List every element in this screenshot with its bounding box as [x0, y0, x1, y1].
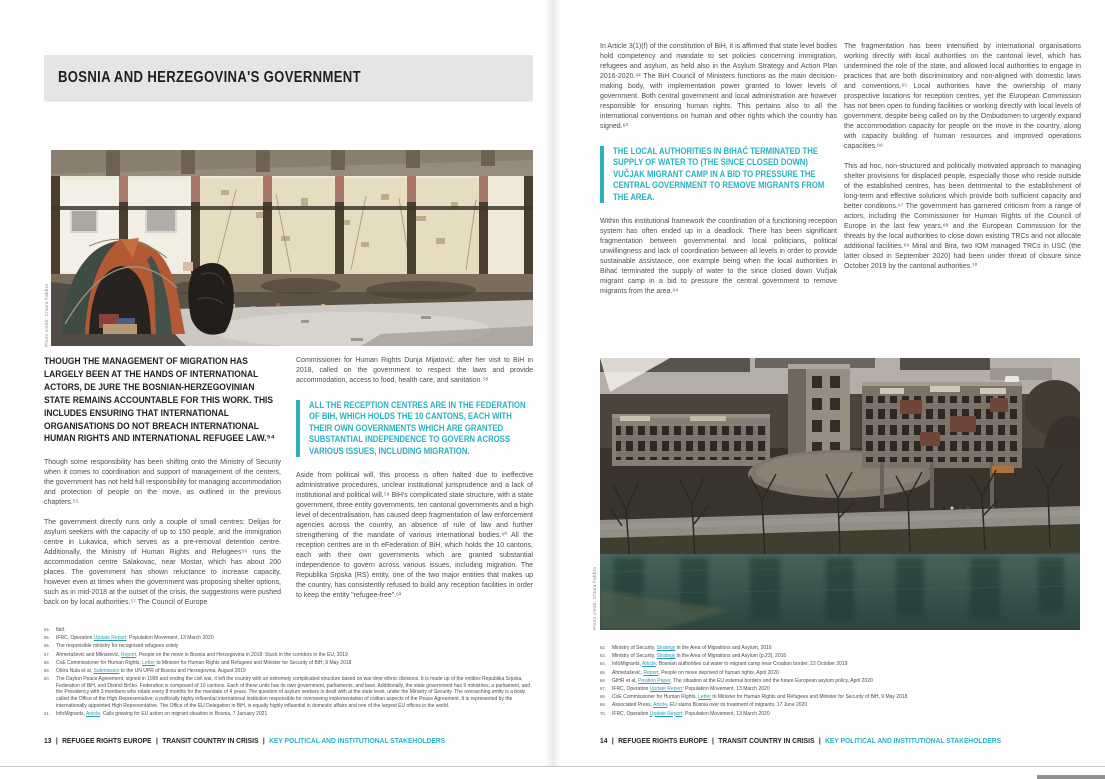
footnotes-list: [600, 645, 1089, 719]
page-13: [0, 0, 552, 766]
footnote-number: 65.: [600, 669, 606, 675]
footnotes-list: [44, 627, 533, 719]
footer-brand: REFUGEE RIGHTS EUROPE: [618, 736, 708, 745]
footnote-number: 64.: [600, 661, 606, 667]
page-footer: [44, 736, 445, 745]
footnote-item: [600, 711, 1089, 718]
footnote-text: IFRC, Operation Update Report: Population Movement, 13 March 2020: [612, 710, 770, 717]
page-footer: [600, 736, 1001, 745]
footnote-text: Ministry of Security, Strategy in the Area of Migrations and Asylum (p.23), 2016: [612, 653, 787, 660]
footer-separator: |: [818, 736, 821, 745]
footnote-link[interactable]: Update Report: [649, 685, 683, 692]
footnote-number: 61.: [44, 710, 50, 716]
footnote-number: 69.: [600, 702, 606, 708]
footnote-link[interactable]: Submission: [93, 667, 120, 674]
footnote-link[interactable]: Article: [642, 661, 656, 668]
footnote-item: [600, 702, 1089, 709]
footnote-number: 54.: [44, 627, 50, 632]
footnote-link[interactable]: Strategy: [656, 653, 676, 660]
footnote-text: Ministry of Security, Strategy in the Area of Migrations and Asylum, 2016: [612, 645, 772, 651]
footnote-link[interactable]: Position Paper: [638, 677, 671, 684]
footnote-item: [600, 670, 1089, 677]
right-column: [296, 356, 533, 611]
footer-chapter: KEY POLITICAL AND INSTITUTIONAL STAKEHOLDERS: [269, 736, 446, 745]
footnote-text: GIHR et al, Position Paper, The situation at the EU external borders and the future European asylum policy, April 2020: [612, 677, 873, 684]
footnote-number: 66.: [600, 677, 606, 683]
footer-separator: |: [155, 736, 158, 745]
footer-section: TRANSIT COUNTRY IN CRISIS: [162, 736, 259, 745]
footnote-text: CoE Commissioner for Human Rights, Letter to Minister for Human Rights and Refugees and Minister for Security of BiH, 9 May 2018: [612, 694, 908, 701]
paragraph: Aside from political will, this process is often halted due to ineffective administrative procedures, unclear institutional jurisprudence and a lack of institutional and political will.⁵⁹ BiH's complicated state structure, with a state government, three entity governments, ten cantonal governments and a high level of decentralisation, has caused deep fragmentation of law enforcement agencies across the country, an absence of rule of law and further strengthening of the mandate of various international bodies.⁶⁰ All the reception centres are in th eFederation of BiH, which holds the 10 cantons, each with their own governments which are granted substantial independence to govern across various issues, including migration. The Republika Srpska (RS) entity, one of the two major entities that makes up the country, has consistently refused to build any reception facilities in order to keep the entity “refugee-free”.⁶¹: [296, 472, 533, 600]
footnote-item: [44, 643, 533, 650]
footnote-text: CoE Commissioner for Human Rights, Letter to Minister for Human Rights and Refugees and Minister for Security of BiH, 9 May 2018: [56, 659, 352, 666]
footnote-item: [44, 676, 533, 709]
page-number: 14: [600, 736, 608, 745]
footnote-text: Ahmetašević and Mlinarević, Report, People on the move in Bosnia and Herzegovina in 2018: Stuck in the corridors in the EU, 2019: [56, 651, 348, 658]
footnote-item: [44, 627, 533, 634]
left-column: [44, 356, 281, 618]
right-column: [844, 42, 1081, 282]
intro-statement: THOUGH THE MANAGEMENT OF MIGRATION HAS LARGELY BEEN AT THE HANDS OF INTERNATIONAL ACTORS, DE JURE THE BOSNIAN-HERZEGOVINIAN STATE REMAINS ACCOUNTABLE FOR THIS WORK. THIS INCLUDES ENSURING THAT INTERNATIONAL ORGANISATIONS DO NOT BREACH INTERNATIONAL HUMAN RIGHTS AND INTERNATIONAL REFUGEE LAW.⁵⁴: [44, 356, 275, 445]
viewer-bottom-rule: [0, 766, 1105, 767]
footnote-text: Oštra Nula et al, Submission to the UN UPR of Bosnia and Herzegovina, August 2019: [56, 667, 246, 674]
footnote-text: InfoMigrants, Article, Bosnian authorities cut water to migrant camp near Croatian border, 22 October 2019: [612, 661, 848, 668]
footnote-item: [600, 678, 1089, 685]
footnote-text: The responsible ministry for recognised refugees solely: [56, 643, 179, 650]
pull-quote: [296, 400, 533, 457]
footnote-text: IFRC, Operation Update Report: Population Movement, 13 March 2020: [612, 685, 770, 692]
footnote-item: [44, 660, 533, 667]
footnote-link[interactable]: Article: [86, 710, 100, 717]
photo-credit-right: Photo credit: Chiara Fabbro: [592, 566, 597, 630]
footer-separator: |: [611, 736, 614, 745]
footer-separator: |: [262, 736, 265, 745]
footnote-number: 68.: [600, 694, 606, 700]
footnote-number: 57.: [44, 651, 50, 657]
pull-quote-text: THE LOCAL AUTHORITIES IN BIHAĆ TERMINATED THE SUPPLY OF WATER TO (THE SINCE CLOSED DOWN) VUČJAK MIGRANT CAMP IN A BID TO PRESSURE THE CENTRAL GOVERNMENT TO REMOVE MIGRANTS FROM THE AREA.: [613, 146, 825, 202]
footnote-text: Ahmetašević, Report, People on move deprived of human rights, April 2020: [612, 669, 779, 676]
footnote-text: The Dayton Peace Agreement, signed in 1995 and ending the civil war, it left the country with an extremely complicated structure based on war-time ethnic divisions. It is made up of the entities Republika Srpska, Federation of BiH, and District Brčko. Federation is composed of 10 cantons. Each of these units has its own government, parliaments, and laws. Additionally, the state government has 9 ministries, a parliament, and the Presidency with 3 members who rotate every 8 months for the mandate of 4 years. The question of asylum seekers is dealt with at the state level, under the Ministry of Security. The overarching entity is a body called the Office of the High Representative; a politically highly influential international institution responsible for overseeing implementation of civilian aspects of the Peace Agreement. It is represented by the internationally appointed High Representative. The Office of the EU Delegation in BiH, is equally highly influential in domestic affairs and one of the largest EU offices in the world.: [56, 676, 531, 709]
footnote-number: 67.: [600, 685, 606, 691]
paragraph: The fragmentation has been intensified by international organisations working directly with local authorities on the cantonal level, which has undermined the role of the state, and allowed local authorities to engage in practices that are both discriminatory and non-aligned with domestic laws and conventions.⁶⁵ Local authorities have the ownership of many prospective locations for reception centres, yet the European Commission has not been open to funding facilities or working directly with local levels of government, despite being called on by the Ombudsmen to urgently expand the accommodation capacity for people on the move in the country, along with capacity building of human resources and improved operations capacities.⁶⁶: [844, 43, 1081, 150]
footnote-item: [600, 645, 1089, 652]
footer-brand: REFUGEE RIGHTS EUROPE: [62, 736, 152, 745]
footer-chapter: KEY POLITICAL AND INSTITUTIONAL STAKEHOLDERS: [825, 736, 1002, 745]
footnote-number: 62.: [600, 645, 606, 650]
page-gutter-shadow: [545, 0, 561, 766]
footnote-item: [44, 668, 533, 675]
paragraph: The government directly runs only a couple of small centres: Delijas for asylum seekers with the capacity of up to 150 people, and the immigration centre in Lukavica, which serves as a pre-removal detention centre. Additionally, the Ministry of Human Rights and Refugees⁵⁶ runs the accommodation centre Salakovac, near Mostar, which has about 200 places. The government has shown reluctance to increase capacity, however even at times when the government was proposing shelter options, such as in mid-2018 at the outset of the crisis, the suggestions were pushed back on by local authorities.⁵⁷ The Council of Europe: [44, 519, 281, 607]
photo-left-illustration: [51, 150, 533, 346]
footnote-item: [600, 694, 1089, 701]
paragraph: Commissioner for Human Rights Dunja Mijatović, after her visit to BiH in 2018, called on the government to respect the laws and provide accommodation, access to food, health care, and sanitation.⁵⁸: [296, 357, 533, 384]
paragraph: In Article 3(1)(f) of the constitution of BiH, it is affirmed that state level bodies hold competency and mandate to set policies concerning immigration, refugees and asylum, as held also in the Asylum Strategy and Action Plan 2016-2020.⁶² The BiH Council of Ministers functions as the main decision-making body, with implementation power granted to lower levels of government. Both central government and local administration are however responsible for ensuring human rights. This pertains also to all the international conventions on human and other rights which the country has signed.⁶³: [600, 43, 837, 130]
page-14: [553, 0, 1105, 766]
page-title: BOSNIA AND HERZEGOVINA'S GOVERNMENT: [57, 69, 361, 86]
photo-right-illustration: [600, 358, 1080, 630]
footnote-link[interactable]: Update Report: [649, 710, 683, 717]
footnote-link[interactable]: Strategy: [656, 645, 676, 651]
footnote-link[interactable]: Update Report: [93, 635, 127, 642]
footnote-text: Ibid.: [56, 627, 66, 633]
footer-section: TRANSIT COUNTRY IN CRISIS: [718, 736, 815, 745]
paragraph: Within this institutional framework the coordination of a functioning reception system has often ended up in a deadlock. There has been significant fragmentation between governmental and local politicians, political unwillingness and lack of coordination between all levels in order to provide sustainable assistance, one example being when the local authorities in Bihać terminated the supply of water to the since closed down Vučjak migrant camp in a bid to pressure the central government to remove migrants from the area.⁶⁴: [600, 218, 837, 296]
footnote-item: [600, 686, 1089, 693]
pull-quote: [600, 146, 837, 203]
footnote-link[interactable]: Report: [643, 669, 659, 676]
footnote-number: 70.: [600, 710, 606, 716]
footnote-item: [600, 661, 1089, 668]
footnote-number: 55.: [44, 635, 50, 641]
scrollbar-thumb[interactable]: [1037, 775, 1105, 779]
chapter-title-bar: [44, 55, 533, 101]
left-column: [600, 42, 837, 307]
footnote-link[interactable]: Letter: [698, 694, 711, 701]
footnote-number: 58.: [44, 659, 50, 665]
footnote-text: IFRC, Operation Update Report: Population Movement, 13 March 2020: [56, 635, 214, 642]
pull-quote-text: ALL THE RECEPTION CENTRES ARE IN THE FEDERATION OF BIH, WHICH HOLDS THE 10 CANTONS, EACH WITH THEIR OWN GOVERNMENTS WHICH ARE GRANTED SUBSTANTIAL INDEPENDENCE TO GOVERN ACROSS VARIOUS ISSUES, INCLUDING MIGRATION.: [309, 400, 526, 456]
photo-aerial-ruined-building-river: [600, 358, 1080, 630]
footnote-link[interactable]: Article: [653, 702, 668, 709]
footnote-number: 63.: [600, 653, 606, 659]
footnote-item: [44, 652, 533, 659]
footnote-number: 56.: [44, 643, 50, 649]
page-number: 13: [44, 736, 52, 745]
paragraph: Though some responsibility has been shifting onto the Ministry of Security when it comes to coordination and support of management of the centers, the government has not held full responsibility for managing accommodation and protection of people on the move, as outlined in the previous chapters.⁵⁵: [44, 459, 281, 507]
footnote-number: 59.: [44, 667, 50, 673]
footer-separator: |: [55, 736, 58, 745]
footnote-item: [44, 711, 533, 718]
footnote-text: InfoMigrants, Article, Calls growing for EU action on migrant situation in Bosnia, 7 January 2021: [56, 710, 268, 717]
footnote-number: 60.: [44, 676, 50, 682]
footnote-link[interactable]: Letter: [142, 659, 155, 666]
footnote-link[interactable]: Report: [121, 651, 137, 658]
footnote-item: [44, 635, 533, 642]
footnote-text: Associated Press, Article, EU slams Bosnia over its treatment of migrants, 17 June 2020: [612, 702, 808, 709]
photo-credit-left: Photo credit: Chiara Fabbro: [44, 283, 49, 347]
footnote-item: [600, 653, 1089, 660]
photo-abandoned-building-tents: [51, 150, 533, 346]
paragraph: This ad hoc, non-structured and politically motivated approach to managing shelter provisions for displaced people, especially those who reside outside of the established centres, has been detrimental to the establishment of long-term and effective solutions which provide both sufficient capacity and better conditions.⁶⁷ The government has garnered criticism from a range of actors, including the Commissioner for Human Rights of the Council of Europe in the last few years,⁶⁸ and the European Commission for the threats by the local authorities to close down existing TRCs and not allocate additional facilities.⁶⁹ Miral and Bira, two IOM managed TRCs in USC (the latter closed in September 2020) had been under threat of closure since October 2019 by the cantonal authorities.⁷⁰: [844, 163, 1081, 270]
footer-separator: |: [711, 736, 714, 745]
